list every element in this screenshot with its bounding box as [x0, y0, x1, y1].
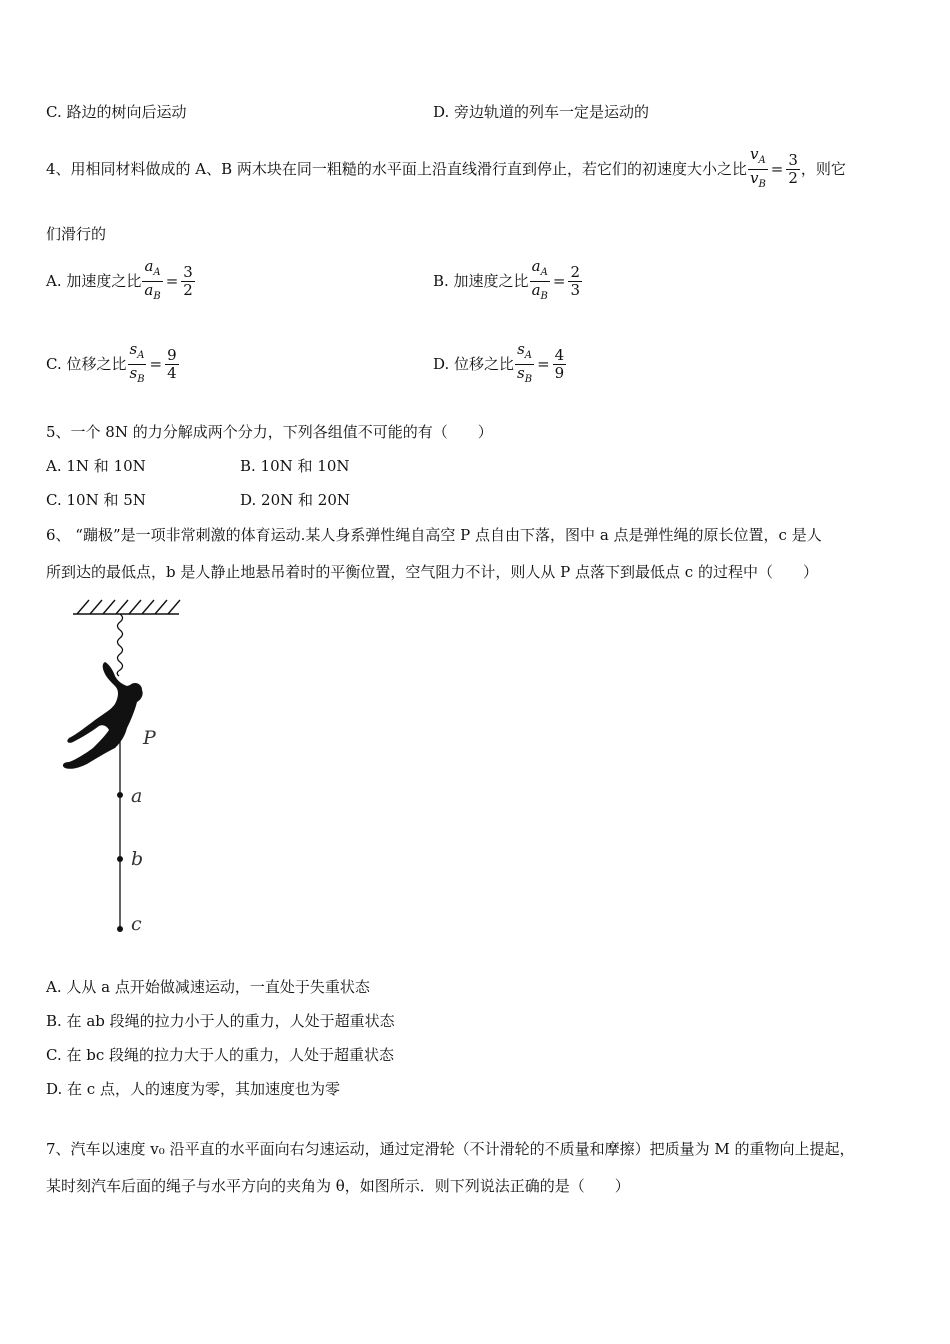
q6-stem-line2: 所到达的最低点，b 是人静止地悬吊着时的平衡位置，空气阻力不计，则人从 P 点落下到最低点 c 的过程中（ ）: [46, 563, 818, 581]
point-c-dot: [117, 926, 123, 932]
q4-velocity-ratio: $\frac{v_A}{v_B}$: [749, 144, 766, 190]
q5-option-b: B. 10N 和 10N: [240, 457, 350, 475]
label-P: P: [143, 727, 156, 749]
point-a-dot: [117, 792, 123, 798]
q7-stem-line1: 7、汽车以速度 v₀ 沿平直的水平面向右匀速运动，通过定滑轮（不计滑轮的不质量和摩擦）把质量为 M 的重物向上提起，: [46, 1140, 855, 1158]
q4-option-d: D. 位移之比 $\frac{s_A}{s_B}$ = $\frac{4}{9}$: [433, 339, 565, 385]
label-c: c: [131, 913, 142, 935]
label-a: a: [131, 785, 143, 807]
q4-stem: 4、用相同材料做成的 A、B 两木块在同一粗糙的水平面上沿直线滑行直到停止，若它们的初速度大小之比 $\frac{v_A}{v_B}$ = $\frac{3}{2}$ ，则它: [46, 139, 846, 199]
q6-option-b: B. 在 ab 段绳的拉力小于人的重力，人处于超重状态: [46, 1012, 395, 1030]
q6-option-a: A. 人从 a 点开始做减速运动，一直处于失重状态: [46, 978, 370, 996]
coiled-rope: [117, 614, 122, 676]
q4-velocity-ratio-value: $\frac{3}{2}$: [788, 150, 798, 187]
q3-option-d: D. 旁边轨道的列车一定是运动的: [433, 103, 650, 121]
ceiling-hatch: [77, 600, 180, 614]
bungee-figure: [55, 592, 195, 942]
q5-option-c: C. 10N 和 5N: [46, 491, 146, 509]
q5-stem: 5、一个 8N 的力分解成两个分力，下列各组值不可能的有（ ）: [46, 423, 493, 441]
q7-stem-line2: 某时刻汽车后面的绳子与水平方向的夹角为 θ，如图所示．则下列说法正确的是（ ）: [46, 1177, 630, 1195]
q6-option-c: C. 在 bc 段绳的拉力大于人的重力，人处于超重状态: [46, 1046, 395, 1064]
q3-option-c: C. 路边的树向后运动: [46, 103, 187, 121]
q5-option-d: D. 20N 和 20N: [240, 491, 350, 509]
q4-stem-cont: 们滑行的: [46, 225, 107, 243]
q4-stem-text: 4、用相同材料做成的 A、B 两木块在同一粗糙的水平面上沿直线滑行直到停止，若它们的初速度大小之比: [46, 160, 747, 178]
q4-option-c: C. 位移之比 $\frac{s_A}{s_B}$ = $\frac{9}{4}$: [46, 339, 177, 385]
label-b: b: [131, 848, 144, 870]
q4-option-b: B. 加速度之比 $\frac{a_A}{a_B}$ = $\frac{2}{3}$: [433, 256, 580, 302]
jumper-silhouette: [63, 662, 143, 769]
q6-option-d: D. 在 c 点，人的速度为零，其加速度也为零: [46, 1080, 340, 1098]
q6-stem-line1: 6、 “蹦极”是一项非常刺激的体育运动.某人身系弹性绳自高空 P 点自由下落，图中 a 点是弹性绳的原长位置，c 是人: [46, 526, 822, 544]
q4-option-a: A. 加速度之比 $\frac{a_A}{a_B}$ = $\frac{3}{2}$: [46, 256, 193, 302]
point-b-dot: [117, 856, 123, 862]
q5-option-a: A. 1N 和 10N: [46, 457, 146, 475]
